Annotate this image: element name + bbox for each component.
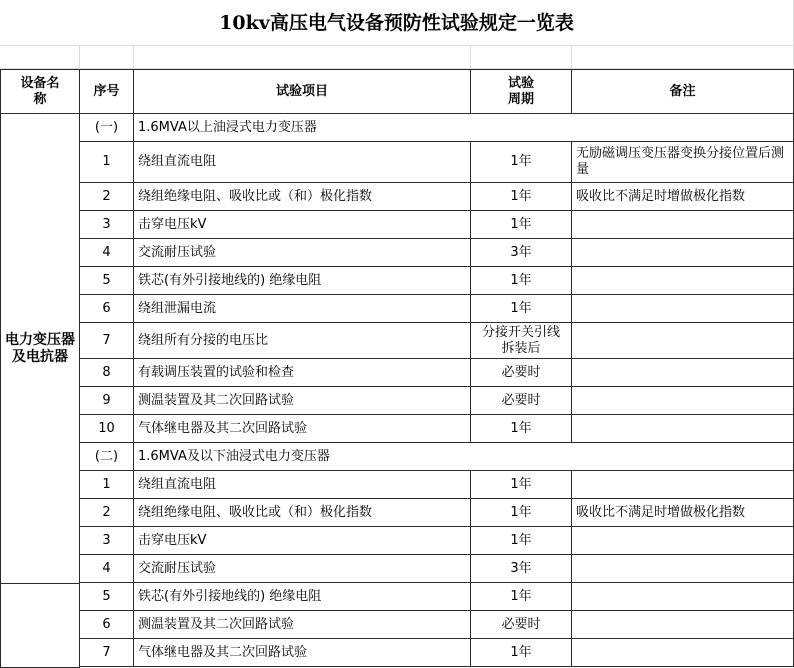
test-cycle-cell: 1年 (471, 471, 572, 499)
test-cycle-cell: 1年 (471, 527, 572, 555)
test-cycle-cell: 1年 (471, 183, 572, 211)
test-cycle-cell: 分接开关引线拆装后 (471, 323, 572, 359)
test-cycle-cell: 必要时 (471, 387, 572, 415)
seq-cell: 4 (80, 555, 134, 583)
spacer-cell (134, 46, 471, 69)
seq-cell: 5 (80, 267, 134, 295)
test-item-cell: 测温装置及其二次回路试验 (134, 611, 471, 639)
seq-cell: 3 (80, 211, 134, 239)
test-item-cell: 绕组泄漏电流 (134, 295, 471, 323)
seq-cell: 6 (80, 295, 134, 323)
seq-cell: 6 (80, 611, 134, 639)
note-cell (572, 639, 794, 667)
note-cell: 无励磁调压变压器变换分接位置后测量 (572, 142, 794, 183)
header-note: 备注 (572, 69, 794, 114)
note-cell (572, 471, 794, 499)
test-item-cell: 绕组绝缘电阻、吸收比或（和）极化指数 (134, 183, 471, 211)
note-cell (572, 359, 794, 387)
note-cell (572, 239, 794, 267)
test-item-cell: 气体继电器及其二次回路试验 (134, 415, 471, 443)
test-item-cell: 铁芯(有外引接地线的) 绝缘电阻 (134, 583, 471, 611)
test-item-cell: 绕组直流电阻 (134, 471, 471, 499)
seq-cell: 4 (80, 239, 134, 267)
seq-cell: 2 (80, 183, 134, 211)
note-cell (572, 583, 794, 611)
test-item-cell: 铁芯(有外引接地线的) 绝缘电阻 (134, 267, 471, 295)
note-cell (572, 323, 794, 359)
test-item-cell: 击穿电压kV (134, 211, 471, 239)
test-item-cell: 绕组绝缘电阻、吸收比或（和）极化指数 (134, 499, 471, 527)
test-item-cell: 测温装置及其二次回路试验 (134, 387, 471, 415)
note-cell: 吸收比不满足时增做极化指数 (572, 499, 794, 527)
seq-cell: 10 (80, 415, 134, 443)
seq-cell: 1 (80, 142, 134, 183)
test-cycle-cell: 必要时 (471, 359, 572, 387)
device-name-continuation-cell (0, 584, 80, 668)
note-cell: 吸收比不满足时增做极化指数 (572, 183, 794, 211)
test-item-cell: 绕组直流电阻 (134, 142, 471, 183)
test-cycle-cell: 1年 (471, 639, 572, 667)
header-device-name: 设备名称 (0, 69, 80, 114)
spacer-cell (471, 46, 572, 69)
test-cycle-cell: 1年 (471, 583, 572, 611)
note-cell (572, 267, 794, 295)
test-cycle-cell: 1年 (471, 211, 572, 239)
seq-cell: 3 (80, 527, 134, 555)
test-cycle-cell: 3年 (471, 555, 572, 583)
test-item-cell: 绕组所有分接的电压比 (134, 323, 471, 359)
seq-cell: 5 (80, 583, 134, 611)
section-title-cell: 1.6MVA及以下油浸式电力变压器 (134, 443, 794, 471)
test-cycle-cell: 1年 (471, 142, 572, 183)
test-cycle-cell: 1年 (471, 499, 572, 527)
seq-cell: 1 (80, 471, 134, 499)
note-cell (572, 211, 794, 239)
section-seq-cell: (一) (80, 114, 134, 142)
seq-cell: 2 (80, 499, 134, 527)
note-cell (572, 415, 794, 443)
section-title-cell: 1.6MVA以上油浸式电力变压器 (134, 114, 794, 142)
test-item-cell: 交流耐压试验 (134, 239, 471, 267)
note-cell (572, 611, 794, 639)
test-cycle-cell: 1年 (471, 295, 572, 323)
note-cell (572, 295, 794, 323)
test-cycle-cell: 必要时 (471, 611, 572, 639)
test-cycle-cell: 1年 (471, 267, 572, 295)
section-seq-cell: (二) (80, 443, 134, 471)
test-item-cell: 有载调压装置的试验和检查 (134, 359, 471, 387)
seq-cell: 8 (80, 359, 134, 387)
header-test-cycle: 试验周期 (471, 69, 572, 114)
device-name-cell: 电力变压器及电抗器 (0, 114, 80, 584)
seq-cell: 7 (80, 639, 134, 667)
note-cell (572, 555, 794, 583)
header-test-item: 试验项目 (134, 69, 471, 114)
seq-cell: 9 (80, 387, 134, 415)
spacer-cell (80, 46, 134, 69)
test-item-cell: 交流耐压试验 (134, 555, 471, 583)
test-cycle-cell: 3年 (471, 239, 572, 267)
sheet-title: 10kv高压电气设备预防性试验规定一览表 (0, 0, 794, 46)
test-cycle-cell: 1年 (471, 415, 572, 443)
seq-cell: 7 (80, 323, 134, 359)
note-cell (572, 527, 794, 555)
note-cell (572, 387, 794, 415)
test-item-cell: 击穿电压kV (134, 527, 471, 555)
test-item-cell: 气体继电器及其二次回路试验 (134, 639, 471, 667)
spacer-cell (572, 46, 794, 69)
header-seq: 序号 (80, 69, 134, 114)
spacer-cell (0, 46, 80, 69)
